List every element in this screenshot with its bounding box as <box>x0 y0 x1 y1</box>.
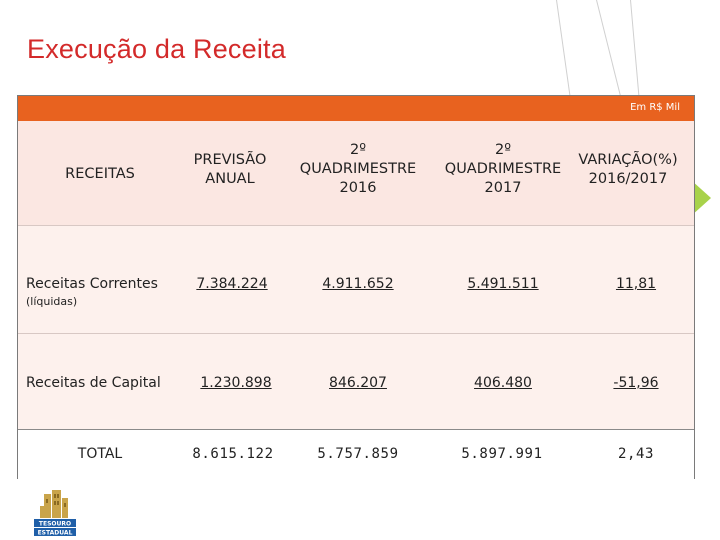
cell-variacao: 11,81 <box>615 276 657 292</box>
table-header-row <box>18 121 694 225</box>
unit-label: Em R$ Mil <box>630 102 680 113</box>
cell-q2016: 5.757.859 <box>317 446 399 462</box>
cell-variacao: 2,43 <box>617 446 655 462</box>
table-header-bar <box>18 96 694 121</box>
header-q2017-line3: 2017 <box>484 180 522 196</box>
header-previsao-line1: PREVISÃO <box>193 152 267 168</box>
tesouro-estadual-logo <box>30 488 80 538</box>
logo-text-line2: ESTADUAL <box>37 529 73 537</box>
page-title: Execução da Receita <box>27 34 286 64</box>
header-q2016-line1: 2º <box>349 142 367 158</box>
header-receitas: RECEITAS <box>65 166 135 182</box>
cell-q2016: 4.911.652 <box>322 276 394 292</box>
cell-previsao: 7.384.224 <box>196 276 268 292</box>
header-q2017-line1: 2º <box>494 142 512 158</box>
header-q2016-line2: QUADRIMESTRE <box>299 161 417 177</box>
table-row <box>18 225 694 334</box>
header-q2016-line3: 2016 <box>339 180 377 196</box>
cell-q2016: 846.207 <box>329 375 387 391</box>
header-variacao-line1: VARIAÇÃO(%) <box>578 152 678 168</box>
row-label: Receitas de Capital <box>26 375 161 391</box>
header-previsao <box>174 151 286 189</box>
table-row <box>18 333 694 430</box>
header-variacao-line2: 2016/2017 <box>588 171 668 187</box>
header-variacao <box>564 151 692 189</box>
row-label: TOTAL <box>77 446 123 462</box>
row-label: Receitas Correntes <box>26 276 158 292</box>
table-row-total <box>18 429 694 479</box>
logo-text-line1: TESOURO <box>38 520 72 528</box>
cell-previsao: 1.230.898 <box>200 375 272 391</box>
revenue-table <box>17 95 695 479</box>
header-q2017 <box>428 141 578 198</box>
cell-variacao: -51,96 <box>613 375 659 391</box>
cell-q2017: 406.480 <box>474 375 532 391</box>
cell-previsao: 8.615.122 <box>192 446 274 462</box>
cell-q2017: 5.897.991 <box>461 446 543 462</box>
cell-q2017: 5.491.511 <box>467 276 539 292</box>
header-previsao-line2: ANUAL <box>205 171 255 187</box>
row-sublabel: (líquidas) <box>26 295 78 308</box>
header-q2017-line2: QUADRIMESTRE <box>444 161 562 177</box>
header-q2016 <box>283 141 433 198</box>
